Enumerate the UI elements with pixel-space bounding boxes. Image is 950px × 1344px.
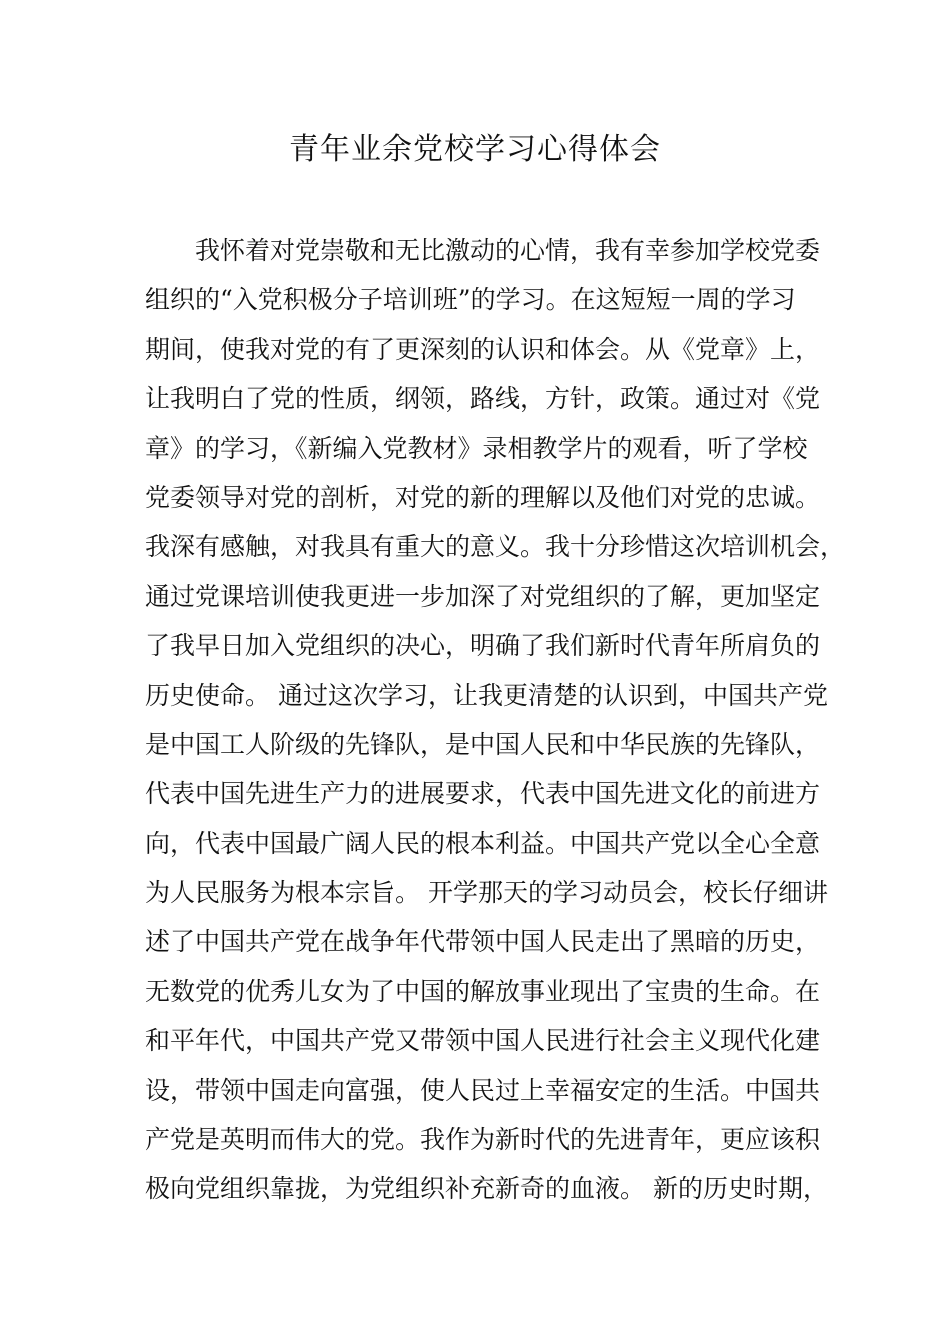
- body-line: 期间，使我对党的有了更深刻的认识和体会。从《党章》上，: [145, 334, 821, 364]
- body-line: 向，代表中国最广阔人民的根本利益。中国共产党以全心全意: [145, 828, 821, 858]
- body-line: 无数党的优秀儿女为了中国的解放事业现出了宝贵的生命。在: [145, 976, 821, 1006]
- body-line: 设，带领中国走向富强，使人民过上幸福安定的生活。中国共: [145, 1075, 821, 1105]
- body-line: 极向党组织靠拢，为党组织补充新奇的血液。 新的历史时期，: [145, 1174, 828, 1204]
- body-line: 是中国工人阶级的先锋队，是中国人民和中华民族的先锋队，: [145, 729, 821, 759]
- body-line: 我深有感触，对我具有重大的意义。我十分珍惜这次培训机会，: [145, 532, 846, 562]
- document-title: 青年业余党校学习心得体会: [289, 132, 661, 167]
- body-line: 产党是英明而伟大的党。我作为新时代的先进青年，更应该积: [145, 1125, 821, 1155]
- body-line: 组织的“入党积极分子培训班”的学习。在这短短一周的学习: [145, 285, 796, 315]
- body-line: 述了中国共产党在战争年代带领中国人民走出了黑暗的历史，: [145, 927, 821, 957]
- body-line: 和平年代，中国共产党又带领中国人民进行社会主义现代化建: [145, 1026, 821, 1056]
- body-line: 代表中国先进生产力的进展要求，代表中国先进文化的前进方: [145, 779, 821, 809]
- body-line: 通过党课培训使我更进一步加深了对党组织的了解，更加坚定: [145, 581, 821, 611]
- body-line: 让我明白了党的性质，纲领，路线，方针，政策。通过对《党: [145, 384, 821, 414]
- body-line: 了我早日加入党组织的决心，明确了我们新时代青年所肩负的: [145, 631, 821, 661]
- body-line: 为人民服务为根本宗旨。 开学那天的学习动员会，校长仔细讲: [145, 878, 828, 908]
- body-line: 章》的学习，《新编入党教材》录相教学片的观看，听了学校: [145, 433, 808, 463]
- body-line: 历史使命。 通过这次学习，让我更清楚的认识到，中国共产党: [145, 680, 828, 710]
- body-line: 我怀着对党崇敬和无比激动的心情，我有幸参加学校党委: [195, 236, 821, 265]
- body-line: 党委领导对党的剖析，对党的新的理解以及他们对党的忠诚。: [145, 482, 821, 512]
- document-body: [145, 226, 846, 1214]
